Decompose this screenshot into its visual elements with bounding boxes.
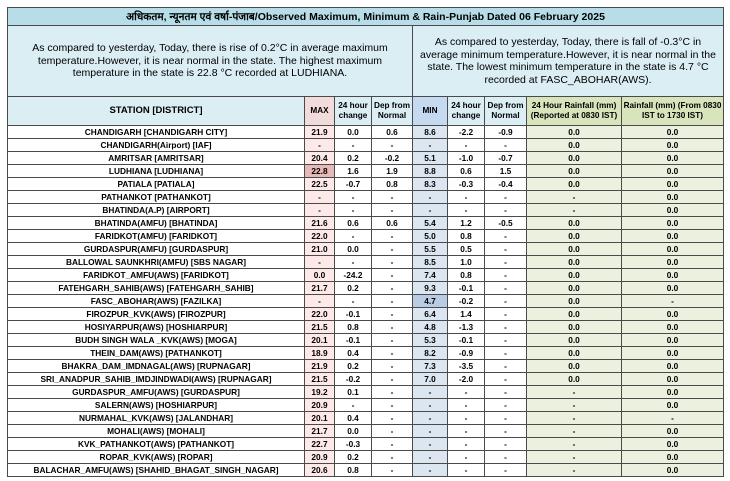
rain-day: 0.0 bbox=[622, 152, 724, 165]
max-value: 21.5 bbox=[305, 321, 335, 334]
max-dep: - bbox=[372, 308, 413, 321]
max-change: -0.3 bbox=[335, 438, 372, 451]
rain-day: - bbox=[622, 412, 724, 425]
min-change: -1.0 bbox=[448, 152, 485, 165]
min-dep: - bbox=[485, 191, 527, 204]
rain-24h: 0.0 bbox=[527, 282, 622, 295]
rain-day: 0.0 bbox=[622, 256, 724, 269]
table-row bbox=[8, 321, 724, 334]
table-row bbox=[8, 178, 724, 191]
max-dep: - bbox=[372, 334, 413, 347]
rain-24h: - bbox=[527, 412, 622, 425]
min-change: -0.3 bbox=[448, 178, 485, 191]
rain-24h: 0.0 bbox=[527, 308, 622, 321]
min-change: -0.9 bbox=[448, 347, 485, 360]
max-value: - bbox=[305, 256, 335, 269]
max-change: 0.8 bbox=[335, 321, 372, 334]
min-value: 5.1 bbox=[413, 152, 448, 165]
min-change: -2.2 bbox=[448, 126, 485, 139]
table-row bbox=[8, 282, 724, 295]
station-name: FATEHGARH_SAHIB(AWS) [FATEHGARH_SAHIB] bbox=[8, 282, 305, 295]
header-min-change: 24 hour change bbox=[448, 97, 485, 126]
rain-24h: - bbox=[527, 464, 622, 477]
max-value: 21.7 bbox=[305, 282, 335, 295]
max-value: - bbox=[305, 295, 335, 308]
station-name: CHANDIGARH(Airport) [IAF] bbox=[8, 139, 305, 152]
max-change: 0.2 bbox=[335, 282, 372, 295]
min-value: 8.3 bbox=[413, 178, 448, 191]
min-dep: - bbox=[485, 373, 527, 386]
min-value: - bbox=[413, 438, 448, 451]
rain-day: 0.0 bbox=[622, 308, 724, 321]
max-value: 22.8 bbox=[305, 165, 335, 178]
min-change: - bbox=[448, 451, 485, 464]
rain-24h: - bbox=[527, 451, 622, 464]
min-value: - bbox=[413, 412, 448, 425]
max-dep: - bbox=[372, 321, 413, 334]
table-row bbox=[8, 347, 724, 360]
table-row bbox=[8, 152, 724, 165]
rain-24h: 0.0 bbox=[527, 373, 622, 386]
max-change: - bbox=[335, 295, 372, 308]
min-dep: - bbox=[485, 360, 527, 373]
max-dep: - bbox=[372, 360, 413, 373]
rain-day: 0.0 bbox=[622, 191, 724, 204]
header-min: MIN bbox=[413, 97, 448, 126]
min-change: - bbox=[448, 399, 485, 412]
max-dep: - bbox=[372, 386, 413, 399]
rain-24h: 0.0 bbox=[527, 139, 622, 152]
table-row bbox=[8, 269, 724, 282]
max-dep: 0.6 bbox=[372, 126, 413, 139]
min-change: - bbox=[448, 386, 485, 399]
min-value: - bbox=[413, 139, 448, 152]
max-change: 0.6 bbox=[335, 217, 372, 230]
table-row bbox=[8, 386, 724, 399]
rain-24h: 0.0 bbox=[527, 152, 622, 165]
station-name: HOSIYARPUR(AWS) [HOSHIARPUR] bbox=[8, 321, 305, 334]
min-change: - bbox=[448, 191, 485, 204]
min-change: 1.0 bbox=[448, 256, 485, 269]
table-row bbox=[8, 243, 724, 256]
rain-day: - bbox=[622, 295, 724, 308]
max-change: 0.4 bbox=[335, 412, 372, 425]
station-name: GURDASPUR_AMFU(AWS) [GURDASPUR] bbox=[8, 386, 305, 399]
max-value: 21.0 bbox=[305, 243, 335, 256]
max-value: 18.9 bbox=[305, 347, 335, 360]
min-dep: - bbox=[485, 243, 527, 256]
max-change: -0.2 bbox=[335, 373, 372, 386]
min-value: - bbox=[413, 464, 448, 477]
station-name: KVK_PATHANKOT(AWS) [PATHANKOT] bbox=[8, 438, 305, 451]
rain-day: 0.0 bbox=[622, 178, 724, 191]
rain-day: 0.0 bbox=[622, 321, 724, 334]
header-max-change: 24 hour change bbox=[335, 97, 372, 126]
station-name: PATIALA [PATIALA] bbox=[8, 178, 305, 191]
station-name: THEIN_DAM(AWS) [PATHANKOT] bbox=[8, 347, 305, 360]
min-dep: - bbox=[485, 321, 527, 334]
station-name: AMRITSAR [AMRITSAR] bbox=[8, 152, 305, 165]
min-dep: -0.5 bbox=[485, 217, 527, 230]
max-dep: - bbox=[372, 295, 413, 308]
station-name: GURDASPUR(AMFU) [GURDASPUR] bbox=[8, 243, 305, 256]
station-name: BALACHAR_AMFU(AWS) [SHAHID_BHAGAT_SINGH_NAGAR] bbox=[8, 464, 305, 477]
max-change: -24.2 bbox=[335, 269, 372, 282]
rain-day: 0.0 bbox=[622, 347, 724, 360]
min-value: 4.8 bbox=[413, 321, 448, 334]
min-value: - bbox=[413, 425, 448, 438]
max-change: 0.0 bbox=[335, 243, 372, 256]
max-dep: - bbox=[372, 451, 413, 464]
max-change: -0.1 bbox=[335, 334, 372, 347]
max-change: - bbox=[335, 139, 372, 152]
table-row bbox=[8, 204, 724, 217]
max-value: - bbox=[305, 139, 335, 152]
station-name: BHATINDA(A.P) [AIRPORT] bbox=[8, 204, 305, 217]
min-change: -0.1 bbox=[448, 334, 485, 347]
station-name: BUDH SINGH WALA _KVK(AWS) [MOGA] bbox=[8, 334, 305, 347]
min-dep: - bbox=[485, 256, 527, 269]
max-value: 21.9 bbox=[305, 126, 335, 139]
max-dep: 0.8 bbox=[372, 178, 413, 191]
station-name: NURMAHAL_KVK(AWS) [JALANDHAR] bbox=[8, 412, 305, 425]
rain-24h: 0.0 bbox=[527, 126, 622, 139]
min-change: - bbox=[448, 204, 485, 217]
rain-24h: - bbox=[527, 438, 622, 451]
max-dep: - bbox=[372, 204, 413, 217]
min-change: -0.2 bbox=[448, 295, 485, 308]
max-value: 20.4 bbox=[305, 152, 335, 165]
max-change: 0.0 bbox=[335, 425, 372, 438]
station-name: MOHALI(AWS) [MOHALI] bbox=[8, 425, 305, 438]
rain-24h: - bbox=[527, 399, 622, 412]
table-row bbox=[8, 191, 724, 204]
min-change: 0.6 bbox=[448, 165, 485, 178]
rain-24h: 0.0 bbox=[527, 243, 622, 256]
max-value: - bbox=[305, 204, 335, 217]
max-change: - bbox=[335, 230, 372, 243]
min-dep: - bbox=[485, 451, 527, 464]
max-value: 0.0 bbox=[305, 269, 335, 282]
min-value: 8.6 bbox=[413, 126, 448, 139]
table-row bbox=[8, 399, 724, 412]
rain-day: 0.0 bbox=[622, 165, 724, 178]
station-name: ROPAR_KVK(AWS) [ROPAR] bbox=[8, 451, 305, 464]
rain-24h: - bbox=[527, 425, 622, 438]
rain-day: 0.0 bbox=[622, 204, 724, 217]
min-change: - bbox=[448, 425, 485, 438]
min-value: 8.2 bbox=[413, 347, 448, 360]
max-dep: - bbox=[372, 399, 413, 412]
table-row bbox=[8, 425, 724, 438]
rain-day: 0.0 bbox=[622, 464, 724, 477]
max-dep: - bbox=[372, 256, 413, 269]
max-dep: - bbox=[372, 347, 413, 360]
header-max: MAX bbox=[305, 97, 335, 126]
table-row bbox=[8, 308, 724, 321]
rain-day: 0.0 bbox=[622, 386, 724, 399]
min-dep: - bbox=[485, 139, 527, 152]
min-dep: - bbox=[485, 295, 527, 308]
max-change: 0.2 bbox=[335, 360, 372, 373]
rain-day: 0.0 bbox=[622, 334, 724, 347]
max-change: 0.8 bbox=[335, 464, 372, 477]
table-row bbox=[8, 295, 724, 308]
station-name: CHANDIGARH [CHANDIGARH CITY] bbox=[8, 126, 305, 139]
max-value: 22.5 bbox=[305, 178, 335, 191]
max-value: 21.7 bbox=[305, 425, 335, 438]
min-value: 8.5 bbox=[413, 256, 448, 269]
header-rain-day: Rainfall (mm) (From 0830 IST to 1730 IST) bbox=[622, 97, 724, 126]
table-row bbox=[8, 230, 724, 243]
max-change: 0.0 bbox=[335, 126, 372, 139]
report-title: अधिकतम, न्यूनतम एवं वर्षा-पंजाब/Observed Maximum, Minimum & Rain-Punjab Dated 06 February 2025 bbox=[8, 8, 724, 26]
max-value: 20.6 bbox=[305, 464, 335, 477]
max-value: 19.2 bbox=[305, 386, 335, 399]
station-name: SRI_ANADPUR_SAHIB_IMDJINDWADI(AWS) [RUPNAGAR] bbox=[8, 373, 305, 386]
header-rain-24h: 24 Hour Rainfall (mm) (Reported at 0830 IST) bbox=[527, 97, 622, 126]
max-value: 22.7 bbox=[305, 438, 335, 451]
rain-24h: 0.0 bbox=[527, 295, 622, 308]
rain-day: 0.0 bbox=[622, 399, 724, 412]
max-change: -0.1 bbox=[335, 308, 372, 321]
min-change: - bbox=[448, 412, 485, 425]
min-dep: - bbox=[485, 347, 527, 360]
min-dep: - bbox=[485, 282, 527, 295]
min-change: -0.1 bbox=[448, 282, 485, 295]
rain-24h: 0.0 bbox=[527, 230, 622, 243]
min-value: 4.7 bbox=[413, 295, 448, 308]
header-min-dep: Dep from Normal bbox=[485, 97, 527, 126]
min-change: 1.2 bbox=[448, 217, 485, 230]
max-change: - bbox=[335, 399, 372, 412]
min-value: 6.4 bbox=[413, 308, 448, 321]
rain-24h: 0.0 bbox=[527, 217, 622, 230]
station-name: PATHANKOT [PATHANKOT] bbox=[8, 191, 305, 204]
max-dep: - bbox=[372, 412, 413, 425]
rain-24h: - bbox=[527, 386, 622, 399]
max-dep: -0.2 bbox=[372, 152, 413, 165]
min-value: 5.4 bbox=[413, 217, 448, 230]
station-name: BHATINDA(AMFU) [BHATINDA] bbox=[8, 217, 305, 230]
station-rows bbox=[8, 126, 724, 477]
min-value: - bbox=[413, 451, 448, 464]
min-value: - bbox=[413, 204, 448, 217]
rain-day: 0.0 bbox=[622, 217, 724, 230]
max-change: - bbox=[335, 256, 372, 269]
table-row bbox=[8, 217, 724, 230]
table-row bbox=[8, 360, 724, 373]
min-dep: - bbox=[485, 386, 527, 399]
weather-table bbox=[7, 7, 724, 477]
rain-24h: 0.0 bbox=[527, 321, 622, 334]
max-temp-summary: As compared to yesterday, Today, there is rise of 0.2°C in average maximum temperature.However, it is near normal in the state. The highest maximum temperature in the state is 22.8 °C recorded at LUDHIANA. bbox=[8, 26, 413, 97]
min-change: 0.5 bbox=[448, 243, 485, 256]
min-temp-summary: As compared to yesterday, Today, there is fall of -0.3°C in average minimum temperature.However, it is near normal in the state. The lowest minimum temperature in the state is 4.7 °C recorded at FASC_ABOHAR(AWS). bbox=[413, 26, 724, 97]
rain-24h: 0.0 bbox=[527, 334, 622, 347]
max-dep: 0.6 bbox=[372, 217, 413, 230]
min-dep: - bbox=[485, 204, 527, 217]
table-row bbox=[8, 373, 724, 386]
max-change: -0.7 bbox=[335, 178, 372, 191]
min-change: -2.0 bbox=[448, 373, 485, 386]
max-value: 21.9 bbox=[305, 360, 335, 373]
min-value: - bbox=[413, 399, 448, 412]
min-value: - bbox=[413, 386, 448, 399]
max-dep: - bbox=[372, 425, 413, 438]
min-dep: -0.9 bbox=[485, 126, 527, 139]
max-dep: - bbox=[372, 269, 413, 282]
min-dep: - bbox=[485, 334, 527, 347]
min-dep: - bbox=[485, 269, 527, 282]
max-dep: - bbox=[372, 282, 413, 295]
min-change: 1.4 bbox=[448, 308, 485, 321]
max-dep: - bbox=[372, 139, 413, 152]
table-row bbox=[8, 451, 724, 464]
max-change: 0.2 bbox=[335, 451, 372, 464]
min-value: 8.8 bbox=[413, 165, 448, 178]
table-row bbox=[8, 165, 724, 178]
min-value: 7.3 bbox=[413, 360, 448, 373]
max-dep: - bbox=[372, 373, 413, 386]
rain-day: 0.0 bbox=[622, 425, 724, 438]
rain-day: 0.0 bbox=[622, 438, 724, 451]
rain-24h: 0.0 bbox=[527, 165, 622, 178]
rain-day: 0.0 bbox=[622, 139, 724, 152]
rain-day: 0.0 bbox=[622, 243, 724, 256]
max-value: 20.9 bbox=[305, 451, 335, 464]
rain-day: 0.0 bbox=[622, 230, 724, 243]
min-change: - bbox=[448, 139, 485, 152]
min-dep: 1.5 bbox=[485, 165, 527, 178]
rain-24h: - bbox=[527, 204, 622, 217]
max-value: - bbox=[305, 191, 335, 204]
rain-24h: 0.0 bbox=[527, 178, 622, 191]
min-value: 5.3 bbox=[413, 334, 448, 347]
min-dep: - bbox=[485, 412, 527, 425]
table-row bbox=[8, 139, 724, 152]
rain-day: 0.0 bbox=[622, 451, 724, 464]
min-change: -3.5 bbox=[448, 360, 485, 373]
min-dep: -0.7 bbox=[485, 152, 527, 165]
rain-day: 0.0 bbox=[622, 282, 724, 295]
table-row bbox=[8, 464, 724, 477]
header-max-dep: Dep from Normal bbox=[372, 97, 413, 126]
table-row bbox=[8, 412, 724, 425]
min-change: - bbox=[448, 464, 485, 477]
min-dep: - bbox=[485, 230, 527, 243]
rain-24h: - bbox=[527, 191, 622, 204]
min-change: - bbox=[448, 438, 485, 451]
rain-24h: 0.0 bbox=[527, 256, 622, 269]
station-name: BHAKRA_DAM_IMDNAGAL(AWS) [RUPNAGAR] bbox=[8, 360, 305, 373]
min-value: 9.3 bbox=[413, 282, 448, 295]
rain-24h: 0.0 bbox=[527, 360, 622, 373]
rain-day: 0.0 bbox=[622, 373, 724, 386]
min-value: 7.4 bbox=[413, 269, 448, 282]
min-dep: - bbox=[485, 425, 527, 438]
min-dep: -0.4 bbox=[485, 178, 527, 191]
max-value: 22.0 bbox=[305, 308, 335, 321]
max-change: 0.1 bbox=[335, 386, 372, 399]
max-value: 20.9 bbox=[305, 399, 335, 412]
max-change: - bbox=[335, 204, 372, 217]
station-name: BALLOWAL SAUNKHRI(AMFU) [SBS NAGAR] bbox=[8, 256, 305, 269]
max-change: 1.6 bbox=[335, 165, 372, 178]
min-value: 7.0 bbox=[413, 373, 448, 386]
max-value: 21.5 bbox=[305, 373, 335, 386]
station-name: FARIDKOT(AMFU) [FARIDKOT] bbox=[8, 230, 305, 243]
min-value: - bbox=[413, 191, 448, 204]
max-change: 0.2 bbox=[335, 152, 372, 165]
min-dep: - bbox=[485, 399, 527, 412]
station-name: SALERN(AWS) [HOSHIARPUR] bbox=[8, 399, 305, 412]
station-name: FARIDKOT_AMFU(AWS) [FARIDKOT] bbox=[8, 269, 305, 282]
min-value: 5.5 bbox=[413, 243, 448, 256]
table-row bbox=[8, 126, 724, 139]
table-row bbox=[8, 438, 724, 451]
station-name: FASC_ABOHAR(AWS) [FAZILKA] bbox=[8, 295, 305, 308]
rain-24h: 0.0 bbox=[527, 347, 622, 360]
max-dep: - bbox=[372, 438, 413, 451]
max-value: 20.1 bbox=[305, 334, 335, 347]
rain-day: 0.0 bbox=[622, 360, 724, 373]
min-change: -1.3 bbox=[448, 321, 485, 334]
rain-day: 0.0 bbox=[622, 269, 724, 282]
rain-24h: 0.0 bbox=[527, 269, 622, 282]
max-dep: 1.9 bbox=[372, 165, 413, 178]
table-row bbox=[8, 334, 724, 347]
max-dep: - bbox=[372, 191, 413, 204]
rain-day: 0.0 bbox=[622, 126, 724, 139]
min-change: 0.8 bbox=[448, 269, 485, 282]
max-dep: - bbox=[372, 230, 413, 243]
min-value: 5.0 bbox=[413, 230, 448, 243]
header-station: STATION [DISTRICT] bbox=[8, 97, 305, 126]
max-value: 22.0 bbox=[305, 230, 335, 243]
max-dep: - bbox=[372, 464, 413, 477]
max-value: 20.1 bbox=[305, 412, 335, 425]
max-change: - bbox=[335, 191, 372, 204]
max-change: 0.4 bbox=[335, 347, 372, 360]
station-name: LUDHIANA [LUDHIANA] bbox=[8, 165, 305, 178]
weather-report-sheet bbox=[7, 7, 723, 477]
station-name: FIROZPUR_KVK(AWS) [FIROZPUR] bbox=[8, 308, 305, 321]
min-change: 0.8 bbox=[448, 230, 485, 243]
max-value: 21.6 bbox=[305, 217, 335, 230]
min-dep: - bbox=[485, 464, 527, 477]
max-dep: - bbox=[372, 243, 413, 256]
min-dep: - bbox=[485, 308, 527, 321]
table-row bbox=[8, 256, 724, 269]
min-dep: - bbox=[485, 438, 527, 451]
